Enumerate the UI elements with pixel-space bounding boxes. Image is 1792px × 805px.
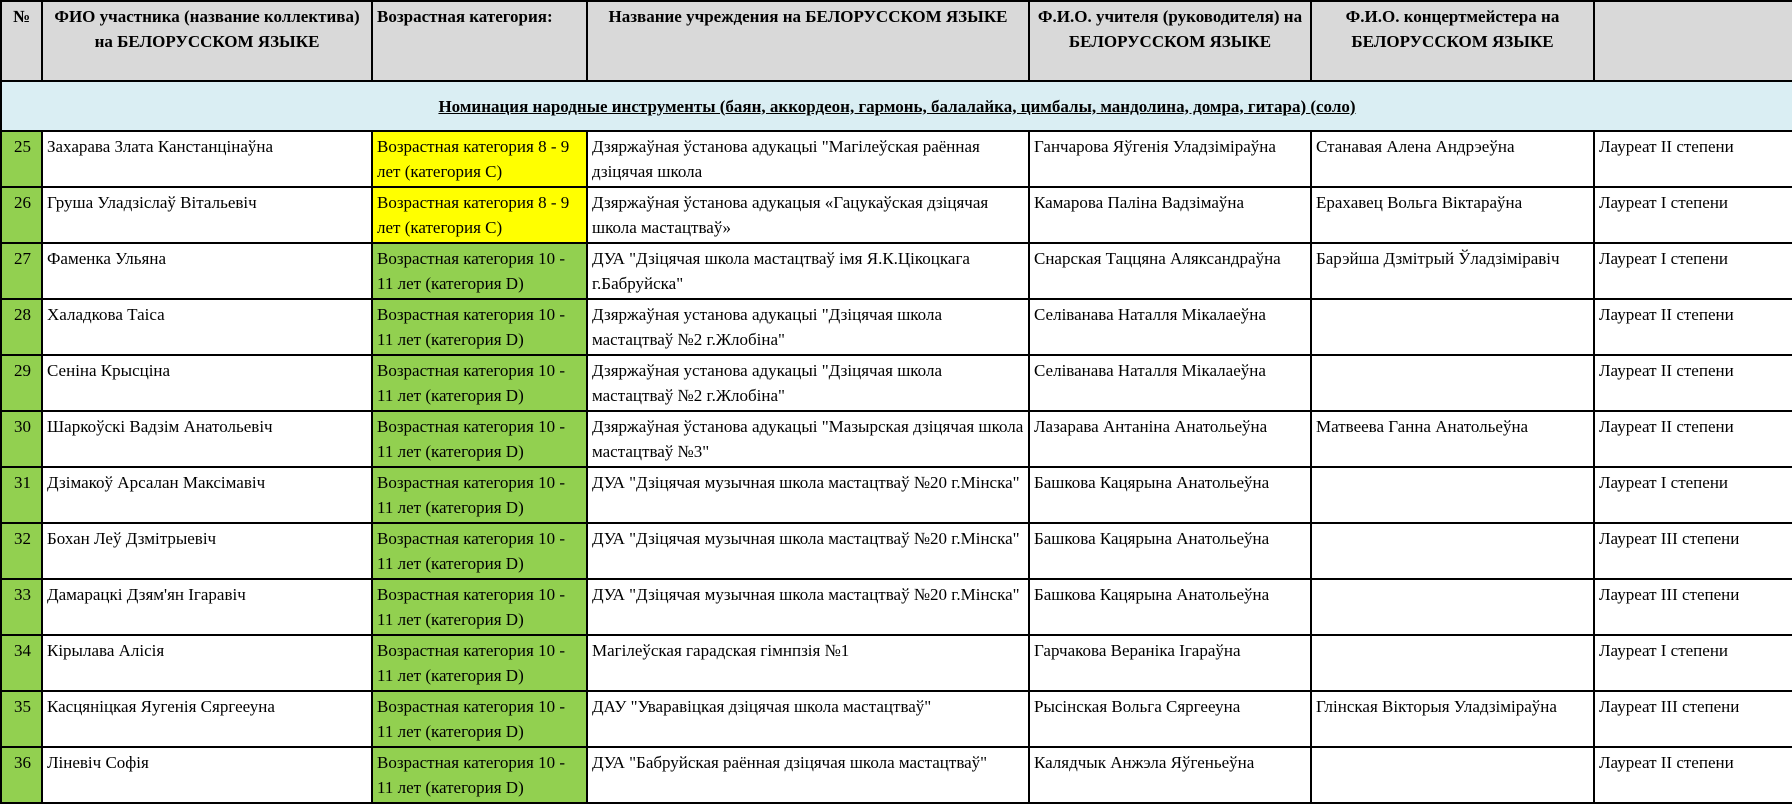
teacher-name-cell[interactable]: Камарова Паліна Вадзімаўна: [1029, 187, 1311, 243]
teacher-name-cell[interactable]: Калядчык Анжэла Яўгеньеўна: [1029, 747, 1311, 803]
age-category-cell[interactable]: Возрастная категория 8 - 9 лет (категория С): [372, 187, 587, 243]
age-category-cell[interactable]: Возрастная категория 10 - 11 лет (категория D): [372, 243, 587, 299]
teacher-name-cell[interactable]: Гарчакова Вераніка Ігараўна: [1029, 635, 1311, 691]
institution-name-cell[interactable]: ДУА "Бабруйская раённая дзіцячая школа мастацтваў": [587, 747, 1029, 803]
age-category-cell[interactable]: Возрастная категория 10 - 11 лет (категория D): [372, 635, 587, 691]
participant-name-cell[interactable]: Бохан Леў Дзмітрыевіч: [42, 523, 372, 579]
result-award-cell[interactable]: Лауреат II степени: [1594, 747, 1792, 803]
institution-name-cell[interactable]: ДАУ "Уваравіцкая дзіцячая школа мастацтваў": [587, 691, 1029, 747]
teacher-name-cell[interactable]: Рысінская Вольга Сяргееуна: [1029, 691, 1311, 747]
participant-name-cell[interactable]: Ліневіч Софія: [42, 747, 372, 803]
header-row: [1, 1, 1792, 81]
participant-name-cell[interactable]: Сеніна Крысціна: [42, 355, 372, 411]
accompanist-name-cell[interactable]: [1311, 299, 1594, 355]
accompanist-name-cell[interactable]: [1311, 747, 1594, 803]
table-row: [1, 691, 1792, 747]
table-row: [1, 355, 1792, 411]
table-row: [1, 299, 1792, 355]
accompanist-name-cell[interactable]: [1311, 355, 1594, 411]
table-row: [1, 579, 1792, 635]
result-award-cell[interactable]: Лауреат I степени: [1594, 635, 1792, 691]
teacher-name-cell[interactable]: Ганчарова Яўгенія Уладзіміраўна: [1029, 131, 1311, 187]
row-number-cell[interactable]: 26: [1, 187, 42, 243]
age-category-cell[interactable]: Возрастная категория 10 - 11 лет (категория D): [372, 747, 587, 803]
accompanist-name-cell[interactable]: Барэйша Дзмітрый Ўладзіміравіч: [1311, 243, 1594, 299]
result-award-cell[interactable]: Лауреат III степени: [1594, 579, 1792, 635]
accompanist-name-cell[interactable]: Матвеева Ганна Анатольеўна: [1311, 411, 1594, 467]
accompanist-name-cell[interactable]: [1311, 579, 1594, 635]
row-number-cell[interactable]: 25: [1, 131, 42, 187]
teacher-name-cell[interactable]: Лазарава Антаніна Анатольеўна: [1029, 411, 1311, 467]
nomination-title[interactable]: Номинация народные инструменты (баян, аккордеон, гармонь, балалайка, цимбалы, мандолина, домра, гитара) (соло): [1, 81, 1792, 131]
accompanist-name-cell[interactable]: [1311, 635, 1594, 691]
result-award-cell[interactable]: Лауреат II степени: [1594, 299, 1792, 355]
institution-name-cell[interactable]: Дзяржаўная ўстанова адукацыі "Мазырская дзіцячая школа мастацтваў №3": [587, 411, 1029, 467]
row-number-cell[interactable]: 36: [1, 747, 42, 803]
header-accompanist[interactable]: Ф.И.О. концертмейстера на БЕЛОРУССКОМ ЯЗЫКЕ: [1311, 1, 1594, 81]
row-number-cell[interactable]: 31: [1, 467, 42, 523]
result-award-cell[interactable]: Лауреат II степени: [1594, 131, 1792, 187]
result-award-cell[interactable]: Лауреат II степени: [1594, 355, 1792, 411]
header-result[interactable]: [1594, 1, 1792, 81]
participant-name-cell[interactable]: Фаменка Ульяна: [42, 243, 372, 299]
institution-name-cell[interactable]: ДУА "Дзіцячая музычная школа мастацтваў №20 г.Мінска": [587, 523, 1029, 579]
header-institution[interactable]: Название учреждения на БЕЛОРУССКОМ ЯЗЫКЕ: [587, 1, 1029, 81]
row-number-cell[interactable]: 34: [1, 635, 42, 691]
teacher-name-cell[interactable]: Башкова Кацярына Анатольеўна: [1029, 523, 1311, 579]
accompanist-name-cell[interactable]: Глінская Вікторыя Уладзіміраўна: [1311, 691, 1594, 747]
nomination-row: [1, 81, 1792, 131]
accompanist-name-cell[interactable]: Ерахавец Вольга Віктараўна: [1311, 187, 1594, 243]
table-row: [1, 187, 1792, 243]
age-category-cell[interactable]: Возрастная категория 10 - 11 лет (категория D): [372, 691, 587, 747]
institution-name-cell[interactable]: ДУА "Дзіцячая школа мастацтваў імя Я.К.Цікоцкага г.Бабруйска": [587, 243, 1029, 299]
age-category-cell[interactable]: Возрастная категория 10 - 11 лет (категория D): [372, 579, 587, 635]
participant-name-cell[interactable]: Халадкова Таіса: [42, 299, 372, 355]
row-number-cell[interactable]: 32: [1, 523, 42, 579]
age-category-cell[interactable]: Возрастная категория 8 - 9 лет (категория С): [372, 131, 587, 187]
accompanist-name-cell[interactable]: [1311, 523, 1594, 579]
row-number-cell[interactable]: 30: [1, 411, 42, 467]
result-award-cell[interactable]: Лауреат I степени: [1594, 467, 1792, 523]
row-number-cell[interactable]: 33: [1, 579, 42, 635]
row-number-cell[interactable]: 29: [1, 355, 42, 411]
teacher-name-cell[interactable]: Селіванава Наталля Мікалаеўна: [1029, 355, 1311, 411]
result-award-cell[interactable]: Лауреат III степени: [1594, 523, 1792, 579]
age-category-cell[interactable]: Возрастная категория 10 - 11 лет (категория D): [372, 467, 587, 523]
institution-name-cell[interactable]: Дзяржаўная ўстанова адукацыя «Гацукаўская дзіцячая школа мастацтваў»: [587, 187, 1029, 243]
institution-name-cell[interactable]: Магілеўская гарадская гімнпзія №1: [587, 635, 1029, 691]
age-category-cell[interactable]: Возрастная категория 10 - 11 лет (категория D): [372, 411, 587, 467]
header-participant[interactable]: ФИО участника (название коллектива) на БЕЛОРУССКОМ ЯЗЫКЕ: [42, 1, 372, 81]
institution-name-cell[interactable]: Дзяржаўная ўстанова адукацыі "Магілеўская раённая дзіцячая школа: [587, 131, 1029, 187]
header-age-category[interactable]: Возрастная категория:: [372, 1, 587, 81]
result-award-cell[interactable]: Лауреат I степени: [1594, 187, 1792, 243]
result-award-cell[interactable]: Лауреат I степени: [1594, 243, 1792, 299]
header-teacher[interactable]: Ф.И.О. учителя (руководителя) на БЕЛОРУССКОМ ЯЗЫКЕ: [1029, 1, 1311, 81]
participant-name-cell[interactable]: Шаркоўскі Вадзім Анатольевіч: [42, 411, 372, 467]
table-row: [1, 243, 1792, 299]
participant-name-cell[interactable]: Касцяніцкая Яугенія Сяргееуна: [42, 691, 372, 747]
row-number-cell[interactable]: 35: [1, 691, 42, 747]
age-category-cell[interactable]: Возрастная категория 10 - 11 лет (категория D): [372, 299, 587, 355]
age-category-cell[interactable]: Возрастная категория 10 - 11 лет (категория D): [372, 355, 587, 411]
table-row: [1, 131, 1792, 187]
table-row: [1, 411, 1792, 467]
accompanist-name-cell[interactable]: [1311, 467, 1594, 523]
teacher-name-cell[interactable]: Селіванава Наталля Мікалаеўна: [1029, 299, 1311, 355]
row-number-cell[interactable]: 27: [1, 243, 42, 299]
participant-name-cell[interactable]: Захарава Злата Канстанцінаўна: [42, 131, 372, 187]
result-award-cell[interactable]: Лауреат III степени: [1594, 691, 1792, 747]
table-row: [1, 467, 1792, 523]
teacher-name-cell[interactable]: Башкова Кацярына Анатольеўна: [1029, 467, 1311, 523]
age-category-cell[interactable]: Возрастная категория 10 - 11 лет (категория D): [372, 523, 587, 579]
result-award-cell[interactable]: Лауреат II степени: [1594, 411, 1792, 467]
institution-name-cell[interactable]: ДУА "Дзіцячая музычная школа мастацтваў №20 г.Мінска": [587, 579, 1029, 635]
table-row: [1, 635, 1792, 691]
institution-name-cell[interactable]: Дзяржаўная установа адукацыі "Дзіцячая школа мастацтваў №2 г.Жлобіна": [587, 355, 1029, 411]
institution-name-cell[interactable]: Дзяржаўная установа адукацыі "Дзіцячая школа мастацтваў №2 г.Жлобіна": [587, 299, 1029, 355]
header-num[interactable]: №: [1, 1, 42, 81]
participant-name-cell[interactable]: Груша Уладзіслаў Вітальевіч: [42, 187, 372, 243]
table-row: [1, 523, 1792, 579]
institution-name-cell[interactable]: ДУА "Дзіцячая музычная школа мастацтваў №20 г.Мінска": [587, 467, 1029, 523]
participant-name-cell[interactable]: Кірылава Алісія: [42, 635, 372, 691]
participant-name-cell[interactable]: Дамарацкі Дзям'ян Ігаравіч: [42, 579, 372, 635]
row-number-cell[interactable]: 28: [1, 299, 42, 355]
participant-name-cell[interactable]: Дзімакоў Арсалан Максімавіч: [42, 467, 372, 523]
table-row: [1, 747, 1792, 803]
accompanist-name-cell[interactable]: Станавая Алена Андрэеўна: [1311, 131, 1594, 187]
teacher-name-cell[interactable]: Снарская Таццяна Аляксандраўна: [1029, 243, 1311, 299]
teacher-name-cell[interactable]: Башкова Кацярына Анатольеўна: [1029, 579, 1311, 635]
